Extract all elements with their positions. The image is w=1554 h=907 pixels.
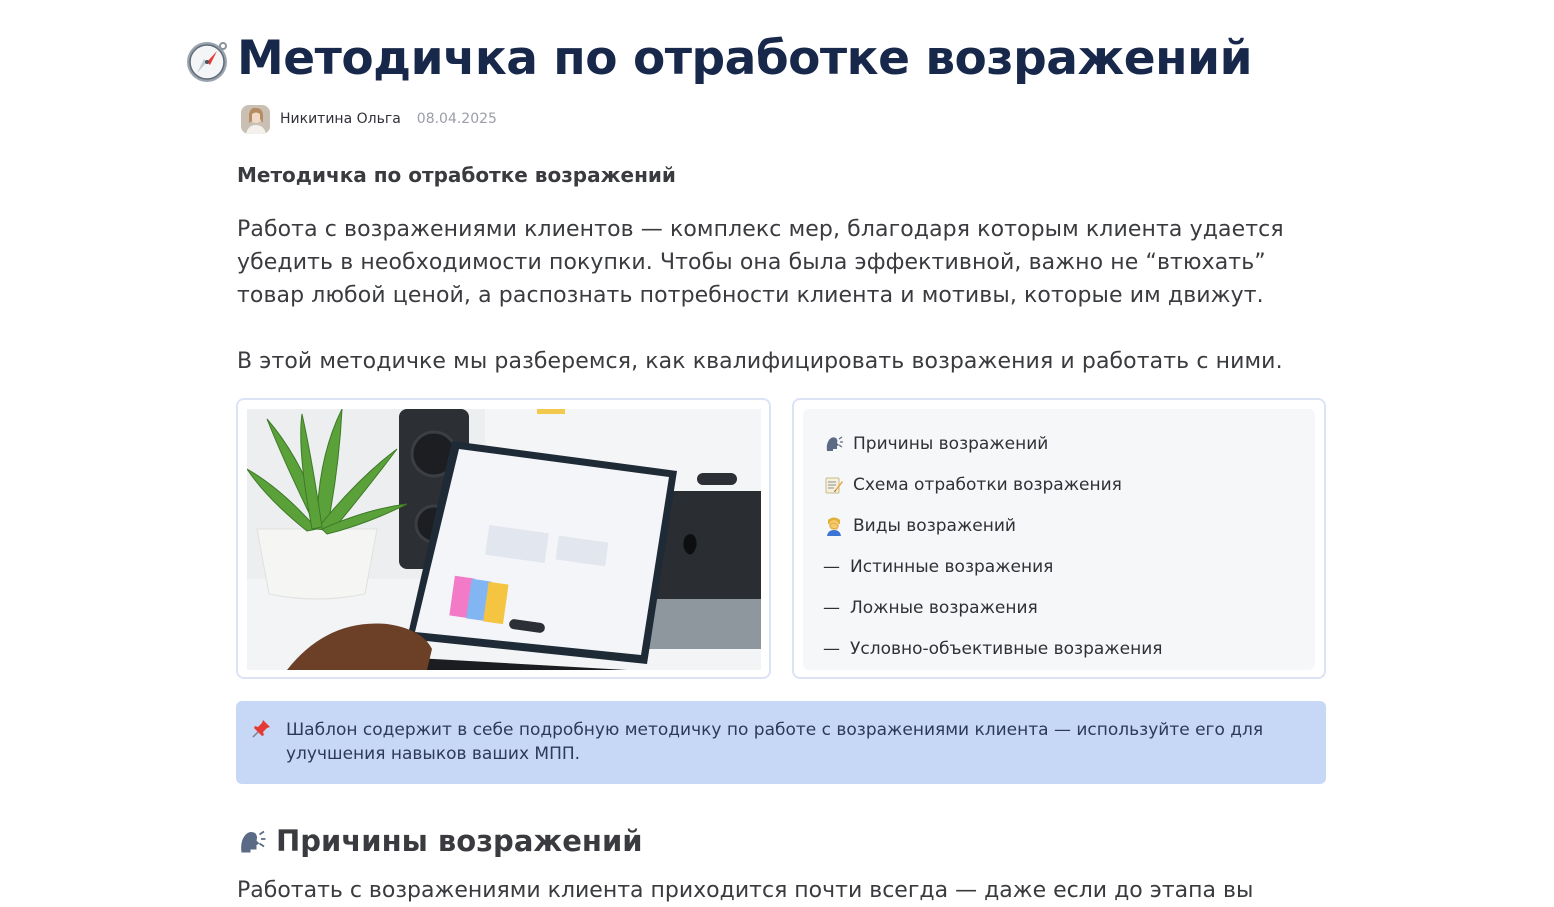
author-name[interactable]: Никитина Ольга (280, 111, 401, 127)
dash-marker: — (823, 597, 840, 618)
toc-item-false[interactable] (823, 587, 1315, 628)
section-heading (237, 820, 643, 862)
toc-item-label: Виды возражений (853, 515, 1016, 536)
callout-text: Шаблон содержит в себе подробную методичку по работе с возражениями клиента — используйте его для улучшения навыков ваших МПП. (286, 720, 1264, 764)
intro-paragraph-2: В этой методичке мы разберемся, как квалифицировать возражения и работать с ними. (237, 349, 1283, 374)
compass-icon[interactable] (185, 40, 229, 84)
tablet-photo-image (247, 409, 761, 670)
table-of-contents (792, 398, 1326, 679)
toc-item-scheme[interactable] (823, 464, 1315, 505)
speaking-head-icon (237, 826, 267, 856)
content-subheading: Методичка по отработке возражений (237, 163, 676, 187)
toc-item-label: Ложные возражения (850, 597, 1038, 618)
toc-item-label: Истинные возражения (850, 556, 1054, 577)
toc-item-label: Причины возражений (853, 433, 1049, 454)
toc-item-conditional[interactable] (823, 628, 1315, 669)
toc-item-types[interactable] (823, 505, 1315, 546)
toc-item-label: Схема отработки возражения (853, 474, 1122, 495)
page-title: Методичка по отработке возражений (237, 31, 1252, 86)
page-meta (241, 104, 497, 134)
person-facepalming-icon (823, 515, 845, 537)
pushpin-icon (252, 718, 272, 738)
intro-paragraph: Работа с возражениями клиентов — комплекс мер, благодаря которым клиента удается убедить в необходимости покупки. Чтобы она была эффективной, важно не “втюхать” товар любой ценой, а распознать потребности клиента и мотивы, которые им движут. (237, 217, 1284, 308)
cover-image-card (236, 398, 771, 679)
info-callout (236, 701, 1326, 784)
toc-item-true[interactable] (823, 546, 1315, 587)
publish-date: 08.04.2025 (416, 111, 497, 127)
dash-marker: — (823, 556, 840, 577)
avatar[interactable] (241, 105, 270, 134)
speaking-head-icon (823, 433, 845, 455)
toc-item-label: Условно-объективные возражения (850, 638, 1163, 659)
toc-item-reasons[interactable] (823, 423, 1315, 464)
toc-list (803, 409, 1315, 670)
section-heading-label: Причины возражений (276, 824, 643, 858)
dash-marker: — (823, 638, 840, 659)
memo-icon (823, 474, 845, 496)
section-paragraph: Работать с возражениями клиента приходится почти всегда — даже если до этапа вы (237, 878, 1254, 903)
